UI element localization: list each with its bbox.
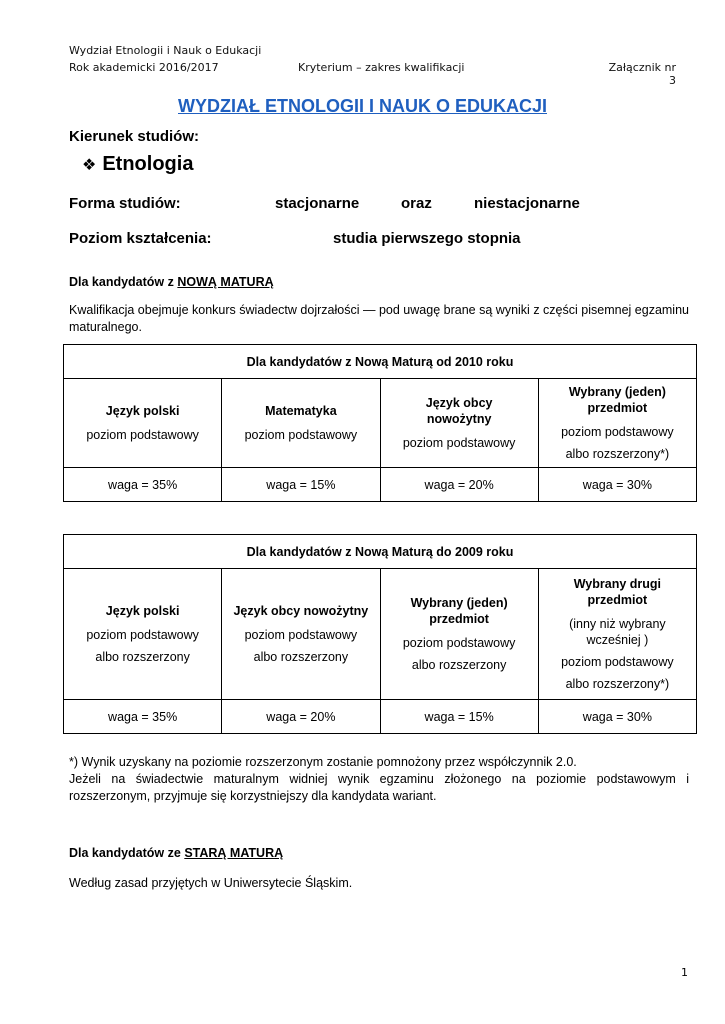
table1-col1-line1: poziom podstawowy bbox=[86, 428, 199, 442]
section-old-highlight: STARĄ MATURĄ bbox=[184, 846, 284, 860]
table2-col3-line2: albo rozszerzony bbox=[411, 658, 507, 672]
table2-col4-line3: albo rozszerzony*) bbox=[565, 677, 670, 691]
header-academic-year: Rok akademicki 2016/2017 bbox=[69, 61, 219, 74]
table1-cell-polski bbox=[64, 379, 222, 468]
section-new-highlight: NOWĄ MATURĄ bbox=[177, 275, 274, 289]
table2-weight-2: waga = 20% bbox=[222, 700, 380, 734]
table2-col4-line1: (inny niż wybrany wcześniej ) bbox=[569, 617, 666, 647]
kierunek-value-row bbox=[82, 153, 193, 176]
table2-col1-title: Język polski bbox=[105, 604, 180, 618]
forma-label: Forma studiów: bbox=[69, 195, 181, 212]
table1-cell-matematyka bbox=[222, 379, 380, 468]
table1-col4-line1: poziom podstawowy bbox=[561, 425, 674, 439]
forma-value-stacjonarne: stacjonarne bbox=[275, 195, 360, 212]
table1-cell-wybrany bbox=[538, 379, 696, 468]
table2-col4-title: Wybrany drugi przedmiot bbox=[573, 577, 662, 607]
page-number: 1 bbox=[681, 966, 688, 979]
table2-col2-line1: poziom podstawowy bbox=[244, 628, 358, 642]
table1-header: Dla kandydatów z Nową Maturą od 2010 roku bbox=[64, 345, 697, 379]
table2-col1-line1: poziom podstawowy bbox=[86, 628, 199, 642]
table2-cell-wybrany bbox=[380, 569, 538, 700]
table2-cell-polski bbox=[64, 569, 222, 700]
table1-weight-2: waga = 15% bbox=[222, 468, 380, 502]
poziom-value: studia pierwszego stopnia bbox=[333, 230, 521, 247]
table1-cell-obcy bbox=[380, 379, 538, 468]
table2-weight-3: waga = 15% bbox=[380, 700, 538, 734]
section-old-paragraph: Według zasad przyjętych w Uniwersytecie Śląskim. bbox=[69, 876, 353, 890]
table1-weight-4: waga = 30% bbox=[538, 468, 696, 502]
kierunek-label: Kierunek studiów: bbox=[69, 128, 200, 145]
table1-col1-title: Język polski bbox=[105, 404, 180, 418]
table1-col4-line2: albo rozszerzony*) bbox=[565, 447, 670, 461]
forma-value-oraz: oraz bbox=[401, 195, 432, 212]
table2-col4-line2: poziom podstawowy bbox=[561, 655, 674, 669]
table2-col2-title: Język obcy nowożytny bbox=[233, 604, 369, 618]
table-matura-to-2009 bbox=[63, 534, 697, 734]
table2-col1-line2: albo rozszerzony bbox=[95, 650, 190, 664]
diamond-bullet-icon: ❖ bbox=[82, 155, 97, 174]
page-title: WYDZIAŁ ETNOLOGII I NAUK O EDUKACJI bbox=[178, 96, 547, 116]
header-attachment: Załącznik nr 3 bbox=[608, 61, 676, 87]
table2-header: Dla kandydatów z Nową Maturą do 2009 roku bbox=[64, 535, 697, 569]
table2-weight-4: waga = 30% bbox=[538, 700, 696, 734]
table1-col2-title: Matematyka bbox=[265, 404, 337, 418]
section-old-prefix: Dla kandydatów ze bbox=[69, 846, 185, 860]
footnote-block bbox=[69, 754, 689, 805]
table1-col2-line1: poziom podstawowy bbox=[244, 428, 358, 442]
table2-cell-obcy bbox=[222, 569, 380, 700]
footnote-line2: Jeżeli na świadectwie maturalnym widniej wynik egzaminu złożonego na poziomie podstawowym i rozszerzonym, przyjmuje się korzystniejszy dla kandydata wariant. bbox=[69, 772, 689, 803]
table2-col3-title: Wybrany (jeden) przedmiot bbox=[410, 596, 508, 626]
table2-weight-1: waga = 35% bbox=[64, 700, 222, 734]
section-new-matura-heading bbox=[69, 275, 274, 289]
table1-col3-line1: poziom podstawowy bbox=[402, 436, 516, 450]
section-old-matura-heading bbox=[69, 846, 283, 860]
header-faculty: Wydział Etnologii i Nauk o Edukacji bbox=[69, 44, 262, 57]
poziom-label: Poziom kształcenia: bbox=[69, 230, 212, 247]
section-new-prefix: Dla kandydatów z bbox=[69, 275, 178, 289]
table1-col4-title: Wybrany (jeden) przedmiot bbox=[568, 385, 666, 415]
section-new-paragraph: Kwalifikacja obejmuje konkurs świadectw dojrzałości — pod uwagę brane są wyniki z części pisemnej egzaminu maturalnego. bbox=[69, 303, 689, 334]
table1-weight-3: waga = 20% bbox=[380, 468, 538, 502]
forma-value-niestacjonarne: niestacjonarne bbox=[474, 195, 580, 212]
table2-col2-line2: albo rozszerzony bbox=[253, 650, 349, 664]
kierunek-value: Etnologia bbox=[102, 153, 194, 175]
table1-col3-title: Język obcy nowożytny bbox=[425, 396, 493, 426]
table2-col3-line1: poziom podstawowy bbox=[402, 636, 516, 650]
table2-cell-wybrany-drugi bbox=[538, 569, 696, 700]
table1-weight-1: waga = 35% bbox=[64, 468, 222, 502]
table-matura-from-2010 bbox=[63, 344, 697, 502]
header-criterion: Kryterium – zakres kwalifikacji bbox=[298, 61, 465, 74]
footnote-line1: *) Wynik uzyskany na poziomie rozszerzonym zostanie pomnożony przez współczynnik 2.0. bbox=[69, 755, 577, 769]
